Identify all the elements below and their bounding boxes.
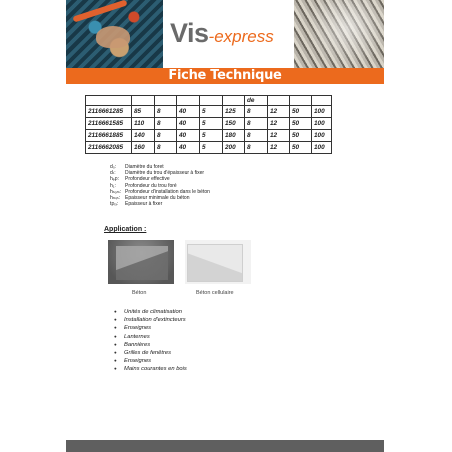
table-cell: 100 bbox=[312, 118, 332, 130]
legend-symbol: d₀: bbox=[110, 164, 117, 170]
legend-symbol: hₙₒₘ: bbox=[110, 188, 122, 195]
table-cell: 8 bbox=[155, 106, 177, 118]
legend-text: Epaisseur à fixer bbox=[125, 201, 163, 208]
table-cell: 12 bbox=[268, 118, 290, 130]
table-header-row bbox=[86, 96, 332, 106]
cellular-concrete-caption: Béton cellulaire bbox=[196, 290, 234, 296]
table-cell: 125 bbox=[223, 106, 245, 118]
table-row bbox=[86, 130, 332, 142]
table-cell: 8 bbox=[155, 142, 177, 154]
legend-text: Profondeur effective bbox=[125, 176, 170, 183]
table-cell: 40 bbox=[177, 106, 200, 118]
table-cell: 8 bbox=[245, 142, 268, 154]
list-item: ● Enseignes bbox=[114, 324, 187, 332]
logo-express: -express bbox=[208, 27, 274, 46]
table-cell: 2116662085 bbox=[86, 142, 132, 154]
footer-bar bbox=[66, 440, 384, 452]
table-cell: 8 bbox=[245, 106, 268, 118]
table-cell: 180 bbox=[223, 130, 245, 142]
legend-symbol: dₜ: bbox=[110, 170, 116, 177]
concrete-image bbox=[108, 240, 174, 284]
table-cell: 12 bbox=[268, 130, 290, 142]
header bbox=[66, 0, 384, 68]
table-cell: de bbox=[245, 96, 268, 106]
table-cell: 200 bbox=[223, 142, 245, 154]
uses-list bbox=[114, 308, 187, 374]
legend-text: Profondeur d'installation dans le béton bbox=[125, 188, 210, 195]
table-cell bbox=[132, 96, 155, 106]
tool-shape bbox=[72, 0, 127, 23]
tools-photo bbox=[66, 0, 163, 68]
legend-symbol: hₑբ: bbox=[110, 176, 120, 183]
table-cell: 8 bbox=[245, 130, 268, 142]
table-cell bbox=[312, 96, 332, 106]
logo-vis: Vis bbox=[170, 18, 209, 48]
concrete-caption: Béton bbox=[132, 290, 147, 296]
symbol-legend bbox=[110, 164, 210, 207]
list-item: ● Enseignes bbox=[114, 357, 187, 365]
table-cell: 100 bbox=[312, 106, 332, 118]
table-cell: 2116661585 bbox=[86, 118, 132, 130]
table-cell: 85 bbox=[132, 106, 155, 118]
table-cell bbox=[86, 96, 132, 106]
screws-photo bbox=[294, 0, 384, 68]
legend-text: Epaisseur minimale du béton bbox=[125, 195, 190, 202]
table-cell: 12 bbox=[268, 106, 290, 118]
hand-shape bbox=[96, 26, 130, 48]
legend-item bbox=[110, 201, 210, 207]
table-cell: 100 bbox=[312, 130, 332, 142]
table-cell: 8 bbox=[155, 130, 177, 142]
legend-text: Diamètre du trou d'épaisseur à fixer bbox=[125, 170, 205, 177]
legend-symbol: tբᵢₓ: bbox=[110, 201, 119, 208]
table-cell: 160 bbox=[132, 142, 155, 154]
table-cell: 5 bbox=[200, 118, 223, 130]
table-row bbox=[86, 142, 332, 154]
table-cell: 50 bbox=[290, 118, 312, 130]
legend-symbol: h₁: bbox=[110, 182, 116, 189]
spec-table bbox=[85, 95, 332, 154]
brand-logo bbox=[170, 18, 274, 48]
list-item: ● Bannières bbox=[114, 341, 187, 349]
table-cell: 140 bbox=[132, 130, 155, 142]
table-cell: 40 bbox=[177, 118, 200, 130]
list-item: ● Lanternes bbox=[114, 333, 187, 341]
table-cell: 5 bbox=[200, 130, 223, 142]
table-cell: 2116661885 bbox=[86, 130, 132, 142]
legend-text: Profondeur du trou foré bbox=[125, 182, 177, 189]
table-cell bbox=[223, 96, 245, 106]
table-cell: 5 bbox=[200, 142, 223, 154]
table-cell: 8 bbox=[245, 118, 268, 130]
list-item: ● Unités de climatisation bbox=[114, 308, 187, 316]
table-cell: 2116661285 bbox=[86, 106, 132, 118]
technical-sheet-page bbox=[66, 0, 384, 452]
table-cell bbox=[200, 96, 223, 106]
table-cell bbox=[290, 96, 312, 106]
table-cell: 110 bbox=[132, 118, 155, 130]
table-cell: 5 bbox=[200, 106, 223, 118]
table-cell: 40 bbox=[177, 142, 200, 154]
title-banner bbox=[66, 68, 384, 84]
table-cell: 50 bbox=[290, 142, 312, 154]
list-item: ● Grilles de fenêtres bbox=[114, 349, 187, 357]
table-cell bbox=[268, 96, 290, 106]
legend-symbol: hₘᵢₙ: bbox=[110, 195, 121, 202]
page-title: Fiche Technique bbox=[168, 68, 282, 83]
table-cell: 150 bbox=[223, 118, 245, 130]
table-cell: 12 bbox=[268, 142, 290, 154]
table-cell bbox=[177, 96, 200, 106]
cellular-concrete-image bbox=[185, 240, 251, 284]
application-title: Application : bbox=[104, 226, 147, 233]
table-cell: 40 bbox=[177, 130, 200, 142]
table-cell: 50 bbox=[290, 106, 312, 118]
table-cell: 8 bbox=[155, 118, 177, 130]
table-row bbox=[86, 118, 332, 130]
table-cell: 50 bbox=[290, 130, 312, 142]
table-row bbox=[86, 106, 332, 118]
list-item: ● Installation d'extincteurs bbox=[114, 316, 187, 324]
legend-text: Diamètre du foret bbox=[125, 164, 164, 170]
table-cell bbox=[155, 96, 177, 106]
list-item: ● Mains courantes en bois bbox=[114, 365, 187, 373]
table-cell: 100 bbox=[312, 142, 332, 154]
